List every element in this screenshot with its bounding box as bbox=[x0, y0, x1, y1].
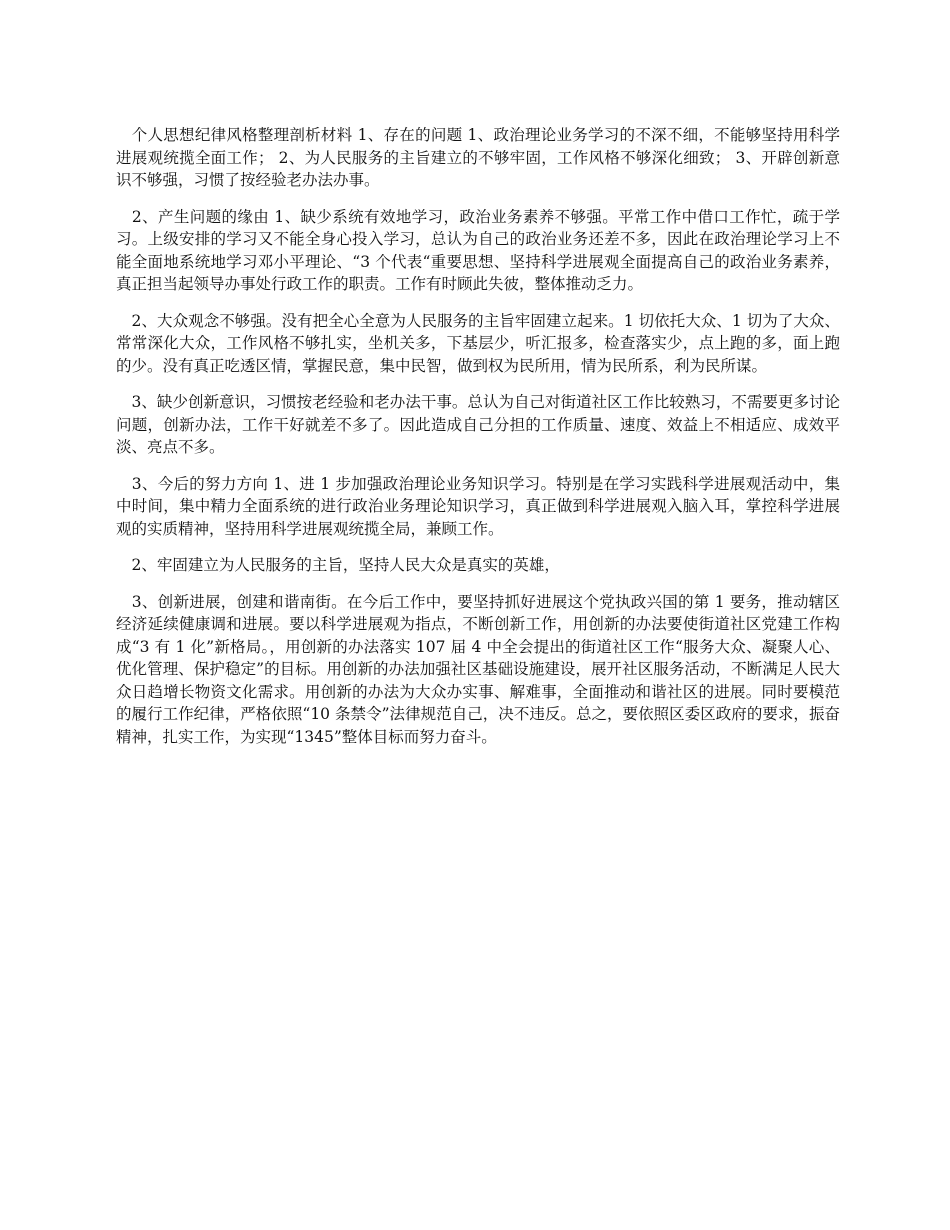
paragraph-5: 3、今后的努力方向 1、进 1 步加强政治理论业务知识学习。特别是在学习实践科学进展观活动中，集中时间，集中精力全面系统的进行政治业务理论知识学习，真正做到科学进展观入脑入耳，掌控科学进展观的实质精神，坚持用科学进展观统揽全局，兼顾工作。 bbox=[116, 474, 840, 538]
paragraph-7: 3、创新进展，创建和谐南街。在今后工作中，要坚持抓好进展这个党执政兴国的第 1 要务，推动辖区经济延续健康调和进展。要以科学进展观为指点，不断创新工作，用创新的办法要使街道社区党建工作构成“3 有 1 化”新格局。，用创新的办法落实 107 届 4 中全会提出的街道社区工作“服务大众、凝聚人心、优化管理、保护稳定”的目标。用创新的办法加强社区基础设施建设，展开社区服务活动，不断满足人民大众日趋增长物资文化需求。用创新的办法为大众办实事、解难事，全面推动和谐社区的进展。同时要模范的履行工作纪律，严格依照“10 条禁令”法律规范自己，决不违反。总之，要依照区委区政府的要求，振奋精神，扎实工作，为实现“1345”整体目标而努力奋斗。 bbox=[116, 592, 840, 746]
paragraph-1: 个人思想纪律风格整理剖析材料 1、存在的问题 1、政治理论业务学习的不深不细，不能够坚持用科学进展观统揽全面工作； 2、为人民服务的主旨建立的不够牢固，工作风格不够深化细致； 3、开辟创新意识不够强，习惯了按经验老办法办事。 bbox=[116, 126, 840, 189]
paragraph-6: 2、牢固建立为人民服务的主旨，坚持人民大众是真实的英雄， bbox=[116, 556, 560, 574]
paragraph-2: 2、产生问题的缘由 1、缺少系统有效地学习，政治业务素养不够强。平常工作中借口工作忙，疏于学习。上级安排的学习又不能全身心投入学习，总认为自己的政治业务还差不多，因此在政治理论学习上不能全面地系统地学习邓小平理论、“3 个代表“重要思想、坚持科学进展观全面提高自己的政治业务素养，真正担当起领导办事处行政工作的职责。工作有时顾此失彼，整体推动乏力。 bbox=[116, 207, 840, 293]
paragraph-4: 3、缺少创新意识，习惯按老经验和老办法干事。总认为自己对街道社区工作比较熟习，不需要更多讨论问题，创新办法，工作干好就差不多了。因此造成自己分担的工作质量、速度、效益上不相适应、成效平淡、亮点不多。 bbox=[116, 393, 840, 456]
paragraph-3: 2、大众观念不够强。没有把全心全意为人民服务的主旨牢固建立起来。1 切依托大众、1 切为了大众、常常深化大众，工作风格不够扎实，坐机关多，下基层少，听汇报多，检查落实少，点上跑的多，面上跑的少。没有真正吃透区情，掌握民意，集中民智，做到权为民所用，情为民所系，利为民所谋。 bbox=[116, 311, 840, 375]
document-body bbox=[116, 124, 840, 762]
